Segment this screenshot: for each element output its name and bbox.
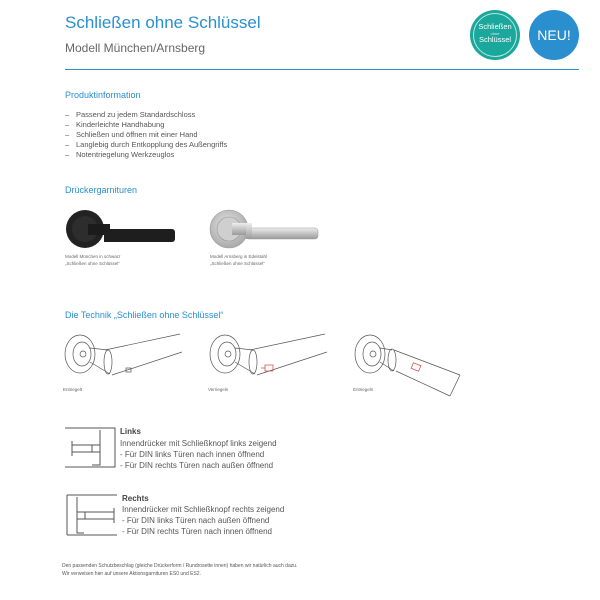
header-divider — [65, 69, 579, 70]
list-item: – Notentriegelung Werkzeuglos — [65, 150, 227, 160]
new-badge: NEU! — [529, 10, 579, 60]
black-handle-image — [60, 205, 185, 255]
steel-handle-caption — [210, 254, 267, 267]
step-caption: Verriegeln — [208, 387, 229, 392]
technique-step-locking-diagram — [205, 330, 330, 385]
caption-line-2: „Schließen ohne Schlüssel“ — [65, 260, 120, 266]
page-subtitle: Modell München/Arnsberg — [65, 41, 206, 55]
right-mode-line: - Für DIN links Türen nach außen öffnend — [122, 516, 270, 525]
left-mode-title: Links — [120, 427, 141, 436]
section-heading-product-info: Produktinformation — [65, 90, 141, 100]
badge-line-1: Schließen — [478, 22, 512, 31]
step-caption: Entriegelt — [63, 387, 83, 392]
black-handle-caption — [65, 254, 121, 267]
right-mode-diagram — [62, 490, 122, 540]
technique-step-unlocked-diagram — [60, 330, 185, 385]
steel-handle-image — [205, 205, 325, 255]
left-mode-line: - Für DIN rechts Türen nach außen öffnend — [120, 461, 274, 470]
page-title: Schließen ohne Schlüssel — [65, 13, 261, 32]
right-mode-desc: Innendrücker mit Schließknopf rechts zeigend — [122, 505, 285, 514]
caption-line-1: Modell München in schwarz — [65, 254, 121, 259]
step-caption: Entriegeln — [353, 387, 374, 392]
list-item: – Schließen und öffnen mit einer Hand — [65, 130, 227, 140]
left-mode-text — [120, 438, 277, 471]
footer-note — [62, 563, 297, 578]
badge-line-2: ohne — [490, 30, 500, 36]
feature-badge — [470, 10, 520, 60]
left-mode-desc: Innendrücker mit Schließknopf links zeigend — [120, 439, 277, 448]
section-heading-handle-sets: Drückergarnituren — [65, 185, 138, 195]
right-mode-text — [122, 504, 284, 537]
section-heading-technique: Die Technik „Schließen ohne Schlüssel“ — [65, 310, 224, 320]
feature-list — [65, 110, 227, 160]
left-mode-line: - Für DIN links Türen nach innen öffnend — [120, 450, 265, 459]
left-mode-diagram — [62, 425, 118, 470]
list-item: – Passend zu jedem Standardschloss — [65, 110, 227, 120]
list-item: – Kinderleichte Handhabung — [65, 120, 227, 130]
footer-line-1: Den passenden Schutzbeschlag (gleiche Drückerform / Rundrosette innen) haben wir natürlich auch dazu. — [62, 563, 298, 569]
right-mode-line: - Für DIN rechts Türen nach innen öffnend — [122, 527, 273, 536]
list-item: – Langlebig durch Entkopplung des Außengriffs — [65, 140, 227, 150]
right-mode-title: Rechts — [122, 494, 149, 503]
footer-line-2: Wir verweisen hier auf unsere Aktionsgarnituren ES0 und ES2. — [62, 570, 201, 577]
caption-line-2: „Schließen ohne Schlüssel“ — [210, 260, 265, 266]
caption-line-1: Modell Arnsberg in Edelstahl — [210, 254, 268, 259]
badge-line-3: Schlüssel — [478, 35, 512, 45]
